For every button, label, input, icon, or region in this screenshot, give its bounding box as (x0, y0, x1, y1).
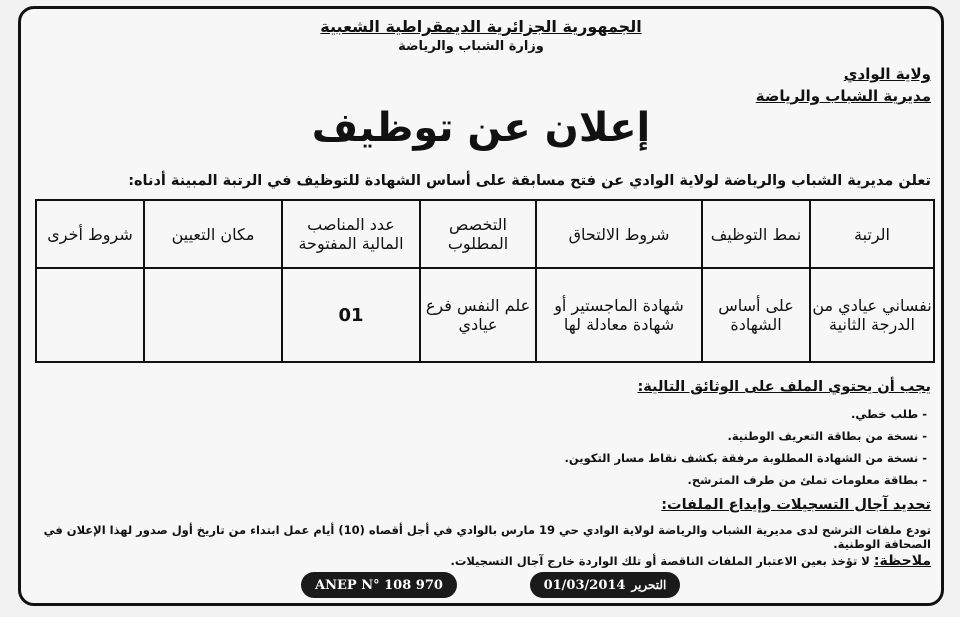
column-header-other: شروط أخرى (36, 200, 144, 268)
column-header-conditions: شروط الالتحاق (536, 200, 702, 268)
column-header-grade: الرتبة (810, 200, 934, 268)
documents-heading: يجب أن يحتوي الملف على الوثائق التالية: (637, 379, 931, 395)
list-item: - بطاقة معلومات تملئ من طرف المترشح. (687, 473, 927, 487)
republic-heading: الجمهورية الجزائرية الديمقراطية الشعبية (320, 17, 642, 36)
list-item: - نسخة من بطاقة التعريف الوطنية. (727, 429, 927, 443)
ministry-heading: وزارة الشباب والرياضة (398, 39, 544, 54)
anep-badge: ANEP N° 108 970 (301, 572, 457, 598)
cell-grade: نفساني عيادي من الدرجة الثانية (810, 268, 934, 362)
note (450, 553, 931, 569)
deadline-heading: تحديد آجال التسجيلات وإيداع الملفات: (661, 497, 931, 513)
cell-conditions: شهادة الماجستير أو شهادة معادلة لها (536, 268, 702, 362)
cell-specialty: علم النفس فرع عيادي (420, 268, 536, 362)
cell-mode: على أساس الشهادة (702, 268, 810, 362)
note-text: لا تؤخذ بعين الاعتبار الملفات الناقصة أو تلك الواردة خارج آجال التسجيلات. (450, 554, 870, 568)
column-header-positions: عدد المناصب المالية المفتوحة (282, 200, 420, 268)
cell-positions: 01 (282, 268, 420, 362)
page-title: إعلان عن توظيف (311, 105, 651, 151)
intro-text: تعلن مديرية الشباب والرياضة لولاية الوادي عن فتح مسابقة على أساس الشهادة للتوظيف في الرتبة المبينة أدناه: (128, 173, 931, 189)
date-badge (530, 572, 680, 598)
table-header-row (36, 200, 934, 268)
list-item: - نسخة من الشهادة المطلوبة مرفقة بكشف نقاط مسار التكوين. (564, 451, 927, 465)
deadline-text: تودع ملفات الترشح لدى مديرية الشباب والرياضة لولاية الوادي حي 19 مارس بالوادي في أجل أقصاه (10) أيام عمل ابتداء من تاريخ أول صدور لهذا الإعلان في الصحافة الوطنية. (43, 523, 931, 551)
wilaya-heading: ولاية الوادي (843, 65, 931, 83)
column-header-location: مكان التعيين (144, 200, 282, 268)
column-header-mode: نمط التوظيف (702, 200, 810, 268)
recruitment-table (35, 199, 935, 363)
list-item: - طلب خطي. (851, 407, 927, 421)
date-value: 01/03/2014 (543, 577, 626, 593)
table-row (36, 268, 934, 362)
cell-other (36, 268, 144, 362)
date-label: التحرير (631, 578, 667, 592)
direction-heading: مديرية الشباب والرياضة (755, 87, 931, 105)
column-header-specialty: التخصص المطلوب (420, 200, 536, 268)
announcement-frame (18, 6, 944, 606)
cell-location (144, 268, 282, 362)
note-label: ملاحظة: (873, 553, 931, 569)
